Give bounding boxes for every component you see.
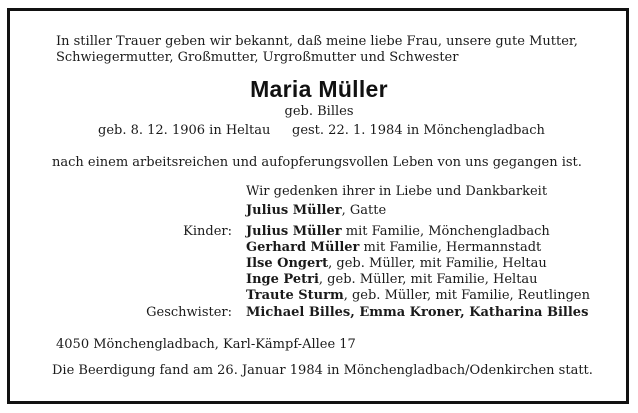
- maiden-name: geb. Billes: [284, 104, 354, 119]
- child-row: [246, 288, 590, 304]
- burial-line: Die Beerdigung fand am 26. Januar 1984 in Mönchengladbach/Odenkirchen statt.: [52, 363, 593, 378]
- children-label: Kinder:: [183, 224, 232, 239]
- deceased-name: Maria Müller: [250, 76, 388, 102]
- siblings-label: Geschwister:: [146, 305, 232, 320]
- address-line: 4050 Mönchengladbach, Karl-Kämpf-Allee 17: [56, 337, 356, 352]
- sibling-name: Katharina Billes: [469, 305, 589, 320]
- child-name: Julius Müller: [246, 224, 342, 239]
- child-name: Gerhard Müller: [246, 240, 360, 255]
- intro-line-2: Schwiegermutter, Großmutter, Urgroßmutter und Schwester: [56, 50, 459, 65]
- spouse-relation: , Gatte: [341, 203, 387, 218]
- child-detail: , geb. Müller, mit Familie, Reutlingen: [343, 288, 590, 303]
- siblings-line: [246, 305, 588, 321]
- child-name: Ilse Ongert: [246, 256, 329, 271]
- passing-line: nach einem arbeitsreichen und aufopferungsvollen Leben von uns gegangen ist.: [52, 155, 582, 170]
- child-row: [246, 256, 547, 272]
- child-name: Traute Sturm: [246, 288, 344, 303]
- child-row: [246, 240, 541, 256]
- death-info: gest. 22. 1. 1984 in Mönchengladbach: [292, 123, 545, 138]
- spouse-line: [246, 203, 386, 219]
- intro-line-1: In stiller Trauer geben wir bekannt, daß meine liebe Frau, unsere gute Mutter,: [56, 34, 578, 49]
- child-detail: mit Familie, Mönchengladbach: [341, 224, 550, 239]
- sibling-separator: ,: [350, 305, 360, 320]
- child-detail: , geb. Müller, mit Familie, Heltau: [318, 272, 538, 287]
- sibling-name: Michael Billes: [246, 305, 351, 320]
- spouse-name: Julius Müller: [246, 203, 342, 218]
- child-detail: , geb. Müller, mit Familie, Heltau: [328, 256, 547, 271]
- child-row: [246, 272, 538, 288]
- remembrance-line: Wir gedenken ihrer in Liebe und Dankbarkeit: [246, 184, 548, 199]
- child-row: [246, 224, 550, 240]
- birth-info: geb. 8. 12. 1906 in Heltau: [98, 123, 271, 138]
- sibling-name: Emma Kroner: [359, 305, 461, 320]
- child-name: Inge Petri: [246, 272, 319, 287]
- sibling-separator: ,: [460, 305, 470, 320]
- child-detail: mit Familie, Hermannstadt: [359, 240, 542, 255]
